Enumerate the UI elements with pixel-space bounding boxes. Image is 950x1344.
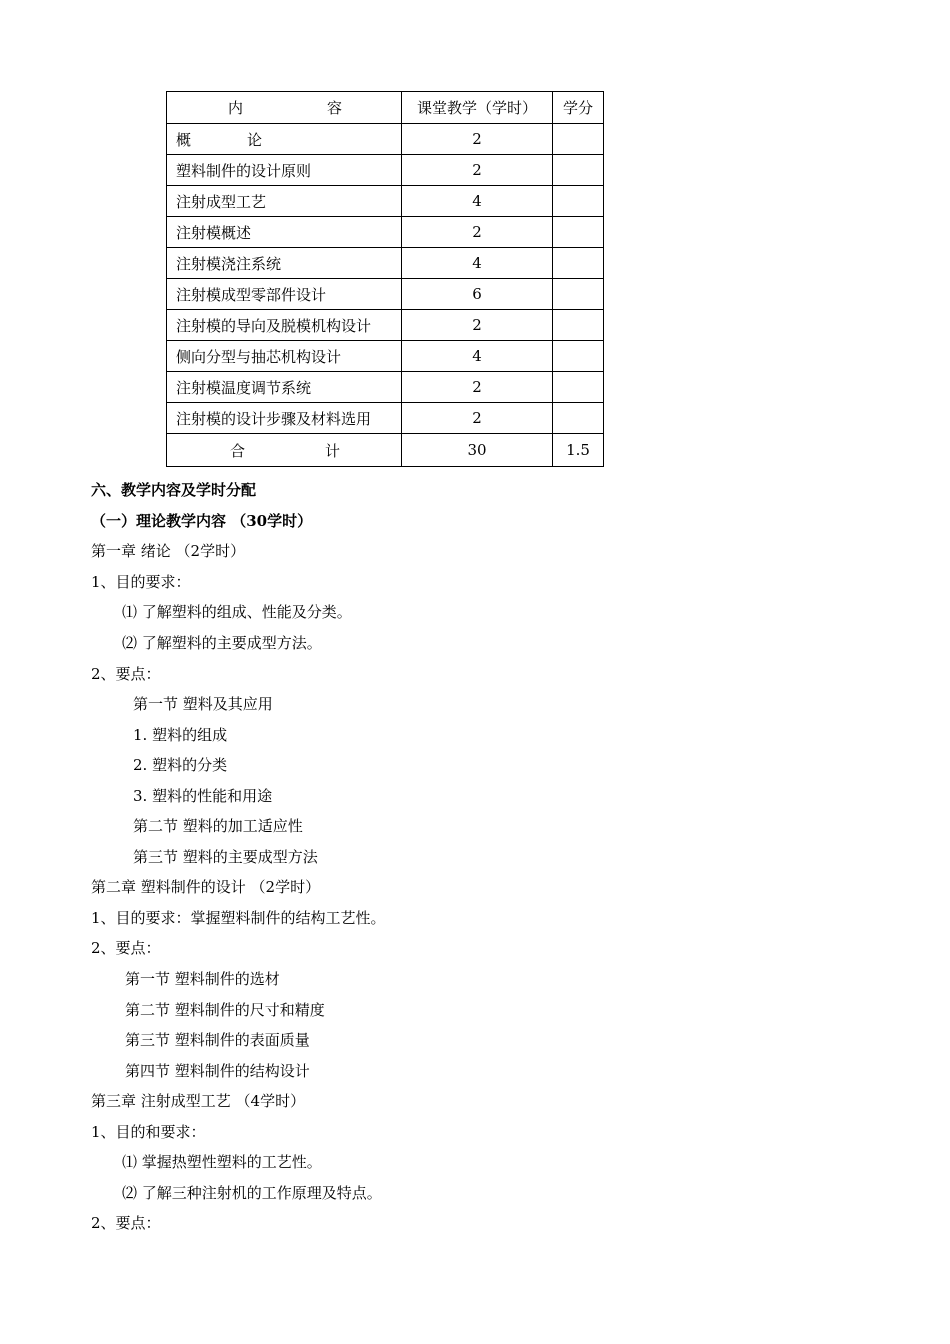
row-hours: 4 <box>402 341 553 372</box>
chapter-2-goal: 1、目的要求：掌握塑料制件的结构工艺性。 <box>91 909 386 927</box>
chapter-3-points-label: 2、要点： <box>91 1214 161 1232</box>
table-row <box>167 279 604 310</box>
chapter-1-goal-2: ⑵ 了解塑料的主要成型方法。 <box>122 634 322 652</box>
table-row <box>167 124 604 155</box>
row-name-left: 概 <box>176 130 192 149</box>
chapter-3-goal-1: ⑴ 掌握热塑性塑料的工艺性。 <box>122 1153 322 1171</box>
chapter-1-section-2: 第二节 塑料的加工适应性 <box>133 817 303 835</box>
chapter-1-section-3: 第三节 塑料的主要成型方法 <box>133 848 318 866</box>
table-row <box>167 248 604 279</box>
table-row <box>167 372 604 403</box>
chapter-1-section-1: 第一节 塑料及其应用 <box>133 695 273 713</box>
table-row <box>167 217 604 248</box>
row-credits <box>553 124 604 155</box>
chapter-1-section-1-item-3: 3. 塑料的性能和用途 <box>133 787 273 805</box>
total-label-right: 计 <box>324 441 340 460</box>
row-name: 注射模浇注系统 <box>167 248 402 279</box>
chapter-1-section-1-item-2: 2. 塑料的分类 <box>133 756 228 774</box>
chapter-3-goal-label: 1、目的和要求： <box>91 1123 206 1141</box>
chapter-2-section-2: 第二节 塑料制件的尺寸和精度 <box>125 1001 325 1019</box>
row-name: 注射模温度调节系统 <box>167 372 402 403</box>
row-hours: 4 <box>402 248 553 279</box>
row-hours: 2 <box>402 372 553 403</box>
row-credits <box>553 279 604 310</box>
row-credits <box>553 372 604 403</box>
header-hours: 课堂教学（学时） <box>402 92 553 124</box>
chapter-3-title: 第三章 注射成型工艺 （4学时） <box>91 1092 306 1110</box>
table-row <box>167 310 604 341</box>
header-credits: 学分 <box>553 92 604 124</box>
chapter-2-section-1: 第一节 塑料制件的选材 <box>125 970 280 988</box>
table-row <box>167 155 604 186</box>
chapter-1-goal-label: 1、目的要求： <box>91 573 191 591</box>
chapter-1-section-1-item-1: 1. 塑料的组成 <box>133 726 228 744</box>
table-row <box>167 341 604 372</box>
section-title: 六、教学内容及学时分配 <box>91 481 257 499</box>
table-header-row <box>167 92 604 124</box>
row-credits <box>553 310 604 341</box>
chapter-1-points-label: 2、要点： <box>91 665 161 683</box>
chapter-3-goal-2: ⑵ 了解三种注射机的工作原理及特点。 <box>122 1184 382 1202</box>
row-name: 塑料制件的设计原则 <box>167 155 402 186</box>
chapter-2-points-label: 2、要点： <box>91 939 161 957</box>
row-credits <box>553 217 604 248</box>
header-content <box>167 92 402 124</box>
row-name: 注射模成型零部件设计 <box>167 279 402 310</box>
row-name: 注射模的导向及脱模机构设计 <box>167 310 402 341</box>
row-hours: 4 <box>402 186 553 217</box>
row-hours: 2 <box>402 310 553 341</box>
row-hours: 2 <box>402 403 553 434</box>
hours-table <box>166 91 604 467</box>
total-credits: 1.5 <box>553 434 604 467</box>
chapter-1-goal-1: ⑴ 了解塑料的组成、性能及分类。 <box>122 603 352 621</box>
total-hours: 30 <box>402 434 553 467</box>
row-hours: 6 <box>402 279 553 310</box>
header-content-right: 容 <box>326 99 342 117</box>
chapter-2-section-3: 第三节 塑料制件的表面质量 <box>125 1031 310 1049</box>
row-hours: 2 <box>402 217 553 248</box>
row-name-right: 论 <box>246 130 262 149</box>
chapter-2-section-4: 第四节 塑料制件的结构设计 <box>125 1062 310 1080</box>
row-hours: 2 <box>402 124 553 155</box>
row-name: 注射成型工艺 <box>167 186 402 217</box>
chapter-1-title: 第一章 绪论 （2学时） <box>91 542 246 560</box>
header-content-left: 内 <box>228 99 244 117</box>
row-name: 注射模概述 <box>167 217 402 248</box>
row-name: 侧向分型与抽芯机构设计 <box>167 341 402 372</box>
row-credits <box>553 341 604 372</box>
row-name <box>167 124 402 155</box>
row-credits <box>553 186 604 217</box>
table-total-row <box>167 434 604 467</box>
total-label <box>167 434 402 467</box>
total-label-left: 合 <box>230 441 246 460</box>
row-credits <box>553 403 604 434</box>
table-row <box>167 403 604 434</box>
row-credits <box>553 155 604 186</box>
subsection-title: （一）理论教学内容 （30学时） <box>91 512 313 530</box>
row-hours: 2 <box>402 155 553 186</box>
chapter-2-title: 第二章 塑料制件的设计 （2学时） <box>91 878 321 896</box>
row-credits <box>553 248 604 279</box>
row-name: 注射模的设计步骤及材料选用 <box>167 403 402 434</box>
table-row <box>167 186 604 217</box>
